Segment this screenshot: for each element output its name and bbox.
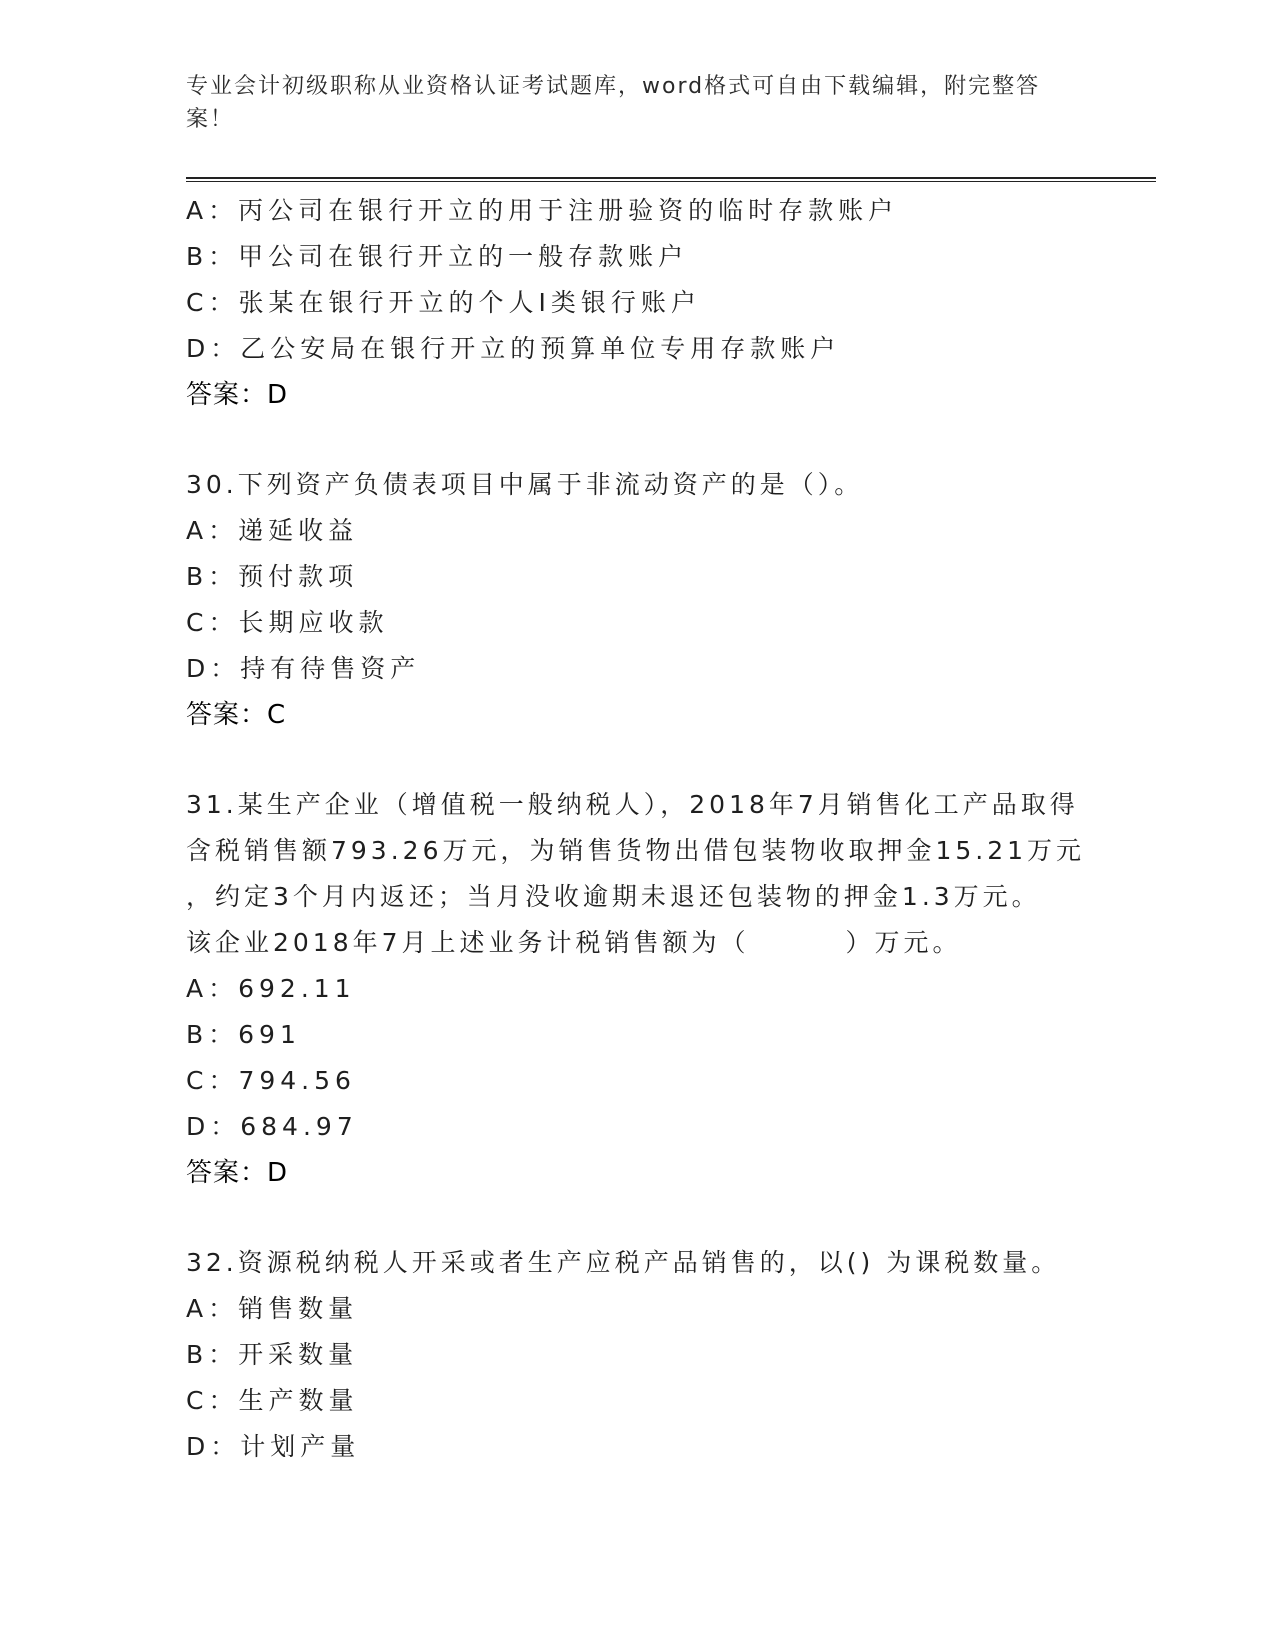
option-a: A：692.11 [186, 974, 356, 1003]
option-b: B：开采数量 [186, 1340, 359, 1369]
spacer [186, 418, 1156, 462]
option-d: D：计划产量 [186, 1432, 361, 1461]
answer-label: 答案：D [186, 1158, 289, 1188]
header-divider [186, 177, 1156, 182]
option-c: C：生产数量 [186, 1386, 359, 1415]
spacer [186, 738, 1156, 782]
stem-text: ）万元。 [845, 928, 962, 957]
option-c: C：长期应收款 [186, 608, 389, 637]
question-stem: 32.资源税纳税人开采或者生产应税产品销售的，以() 为课税数量。 [186, 1248, 1061, 1277]
question-31 [186, 782, 1156, 1196]
option-b: B：691 [186, 1020, 301, 1049]
option-d: D：684.97 [186, 1112, 358, 1141]
question-32 [186, 1240, 1156, 1470]
stem-line: ，约定3个月内返还；当月没收逾期未退还包装物的押金1.3万元。 [186, 882, 1041, 911]
option-a: A：销售数量 [186, 1294, 359, 1323]
question-stem [186, 782, 1086, 966]
question-stem: 30.下列资产负债表项目中属于非流动资产的是（）。 [186, 470, 864, 499]
option-a: A：丙公司在银行开立的用于注册验资的临时存款账户 [186, 196, 899, 225]
question-list [186, 188, 1156, 1470]
question-30 [186, 462, 1156, 738]
option-b: B：预付款项 [186, 562, 359, 591]
option-a: A：递延收益 [186, 516, 359, 545]
stem-line: 含税销售额793.26万元，为销售货物出借包装物收取押金15.21万元 [186, 836, 1086, 865]
option-d: D：乙公安局在银行开立的预算单位专用存款账户 [186, 334, 841, 363]
spacer [186, 1196, 1156, 1240]
option-b: B：甲公司在银行开立的一般存款账户 [186, 242, 689, 271]
answer-label: 答案：D [186, 380, 289, 410]
stem-text: 该企业2018年7月上述业务计税销售额为（ [186, 928, 750, 957]
option-c: C：张某在银行开立的个人Ⅰ类银行账户 [186, 288, 701, 317]
option-c: C：794.56 [186, 1066, 356, 1095]
stem-line [186, 920, 1086, 966]
stem-line: 31.某生产企业（增值税一般纳税人），2018年7月销售化工产品取得 [186, 790, 1079, 819]
document-header: 专业会计初级职称从业资格认证考试题库，word格式可自由下载编辑，附完整答案！ [186, 74, 1041, 132]
question-29 [186, 188, 1156, 418]
option-d: D：持有待售资产 [186, 654, 421, 683]
answer-label: 答案：C [186, 700, 287, 730]
